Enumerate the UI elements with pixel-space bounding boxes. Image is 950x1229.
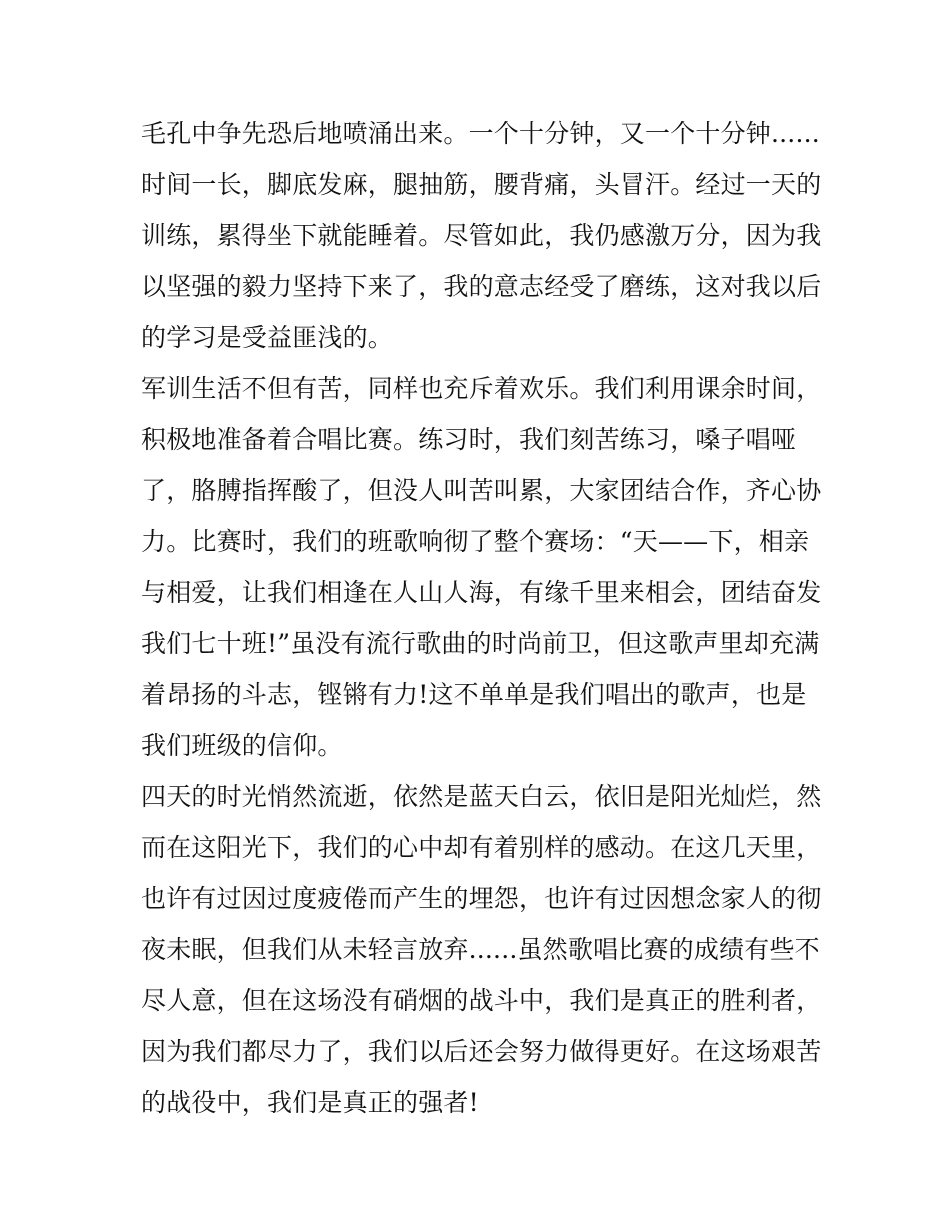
text-line: 四天的时光悄然流逝，依然是蓝天白云，依旧是阳光灿烂，然 xyxy=(141,782,822,811)
text-line: 的战役中，我们是真正的强者! xyxy=(141,1088,479,1117)
text-line: 毛孔中争先恐后地喷涌出来。一个十分钟，又一个十分钟...... xyxy=(141,119,820,148)
text-line: 我们七十班!”虽没有流行歌曲的时尚前卫，但这歌声里却充满 xyxy=(141,629,820,658)
text-line: 以坚强的毅力坚持下来了，我的意志经受了磨练，这对我以后 xyxy=(141,272,822,301)
text-line: 时间一长，脚底发麻，腿抽筋，腰背痛，头冒汗。经过一天的 xyxy=(141,170,822,199)
text-line: 着昂扬的斗志，铿锵有力!这不单单是我们唱出的歌声，也是 xyxy=(141,680,807,709)
text-line: 与相爱，让我们相逢在人山人海，有缘千里来相会，团结奋发 xyxy=(141,578,822,607)
text-line: 积极地准备着合唱比赛。练习时，我们刻苦练习，嗓子唱哑 xyxy=(141,425,797,454)
text-line: 尽人意，但在这场没有硝烟的战斗中，我们是真正的胜利者， xyxy=(141,986,822,1015)
text-line: 我们班级的信仰。 xyxy=(141,731,343,760)
text-line: 也许有过因过度疲倦而产生的埋怨，也许有过因想念家人的彻 xyxy=(141,884,822,913)
text-line: 军训生活不但有苦，同样也充斥着欢乐。我们利用课余时间， xyxy=(141,374,822,403)
text-line: 因为我们都尽力了，我们以后还会努力做得更好。在这场艰苦 xyxy=(141,1037,822,1066)
text-line: 训练，累得坐下就能睡着。尽管如此，我仍感激万分，因为我 xyxy=(141,221,822,250)
text-line: 了，胳膊指挥酸了，但没人叫苦叫累，大家团结合作，齐心协 xyxy=(141,476,822,505)
text-line: 而在这阳光下，我们的心中却有着别样的感动。在这几天里， xyxy=(141,833,822,862)
text-line: 夜未眠，但我们从未轻言放弃......虽然歌唱比赛的成绩有些不 xyxy=(141,935,820,964)
text-line: 力。比赛时，我们的班歌响彻了整个赛场：“天——下，相亲 xyxy=(141,527,810,556)
text-line: 的学习是受益匪浅的。 xyxy=(141,323,394,352)
essay-text xyxy=(141,108,821,1128)
